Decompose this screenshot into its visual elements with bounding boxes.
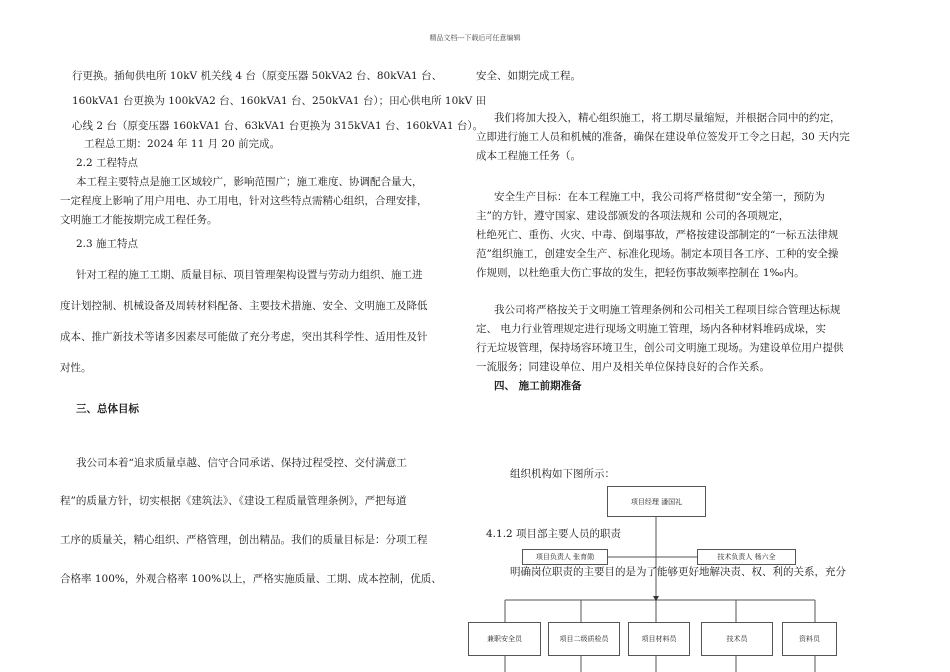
section-heading: 2.2 工程特点 [76,157,139,169]
body-line: 工序的质量关，精心组织、严格管理，创出精品。我们的质量目标是：分项工程 [60,534,428,546]
section-heading: 2.3 施工特点 [76,238,139,250]
body-line: 安全、如期完成工程。 [476,70,581,82]
org-box-tech-lead: 技术负责人 杨六全 [697,549,796,565]
org-box-technician: 技术员 [701,622,773,656]
section-heading: 4.1.2 项目部主要人员的职责 [486,528,622,540]
body-line: 行无垃圾管理，保持场容环境卫生，创公司文明施工现场。为建设单位用户提供 [476,342,844,354]
body-line: 一流服务；同建设单位、用户及相关单位保持良好的合作关系。 [476,361,770,373]
body-line: 对性。 [60,362,92,374]
body-line: 心线 2 台（原变压器 160kVA1 台、63kVA1 台更换为 315kVA1 台、160kVA1 台）。 [72,120,484,132]
body-line: 我们将加大投入，精心组织施工，将工期尽量缩短，并根据合同中的约定， [494,112,841,124]
body-line: 本工程主要特点是施工区域较广，影响范围广；施工难度、协调配合量大， [76,176,423,188]
body-line: 160kVA1 台更换为 100kVA2 台、160kVA1 台、250kVA1 台）；田心供电所 10kV 田 [72,95,487,107]
body-line: 立即进行施工人员和机械的准备，确保在建设单位签发开工令之日起，30 天内完 [476,131,850,143]
body-line: 主”的方针，遵守国家、建设部颁发的各项法规和 公司的各项规定， [476,210,790,222]
body-line: 针对工程的施工工期、质量目标、项目管理架构设置与劳动力组织、施工进 [76,269,423,281]
org-box-project-manager: 项目经理 潘国礼 [607,486,706,517]
body-line: 安全生产目标：在本工程施工中，我公司将严格贯彻“安全第一，预防为 [494,191,825,203]
body-line: 程”的质量方针，切实根据《建筑法》、《建设工程质量管理条例》，严把每道 [60,495,407,507]
page-header: 精品文档---下载后可任意编辑 [429,34,521,42]
body-line: 明确岗位职责的主要目的是为了能够更好地解决责、权、利的关系，充分 [510,566,846,578]
org-box-project-lead: 项目负责人 张育勋 [522,549,608,565]
body-line: 一定程度上影响了用户用电、办工用电，针对这些特点需精心组织，合理安排， [60,195,428,207]
body-line: 行更换。插甸供电所 10kV 机关线 4 台（原变压器 50kVA2 台、80kVA1 台、 [72,70,443,82]
body-line: 成本工程施工任务（。 [476,150,581,162]
org-box-quality-inspector: 项目二级质检员 [548,622,620,656]
section-heading: 四、 施工前期准备 [494,380,582,392]
body-line: 度计划控制、机械设备及周转材料配备、主要技术措施、安全、文明施工及降低 [60,300,428,312]
body-line: 杜绝死亡、重伤、火灾、中毒、倒塌事故，严格按建设部制定的“一标五法律规 [476,229,839,241]
body-line: 文明施工才能按期完成工程任务。 [60,214,218,226]
body-line: 范”组织施工，创建安全生产、标准化现场。制定本项目各工序、工种的安全操 [476,248,839,260]
body-line: 工程总工期：2024 年 11 月 20 前完成。 [84,138,281,150]
body-line: 成本、推广新技术等诸多因素尽可能做了充分考虑，突出其科学性、适用性及针 [60,331,428,343]
body-line: 组织机构如下图所示： [510,468,615,480]
org-box-safety-officer: 兼职安全员 [468,622,541,656]
org-box-material-officer: 项目材料员 [628,622,690,656]
section-heading: 三、总体目标 [76,403,139,415]
org-box-document-clerk: 资料员 [782,622,837,656]
body-line: 作规则，以杜绝重大伤亡事故的发生，把轻伤事故频率控制在 1‰内。 [476,267,805,279]
body-line: 我公司将严格按关于文明施工管理条例和公司相关工程项目综合管理达标规 [494,304,841,316]
body-line: 合格率 100%，外观合格率 100%以上，严格实施质量、工期、成本控制，优质、 [60,573,442,585]
body-line: 我公司本着“追求质量卓越、信守合同承诺、保持过程受控、交付满意工 [76,457,407,469]
body-line: 定、 电力行业管理规定进行现场文明施工管理，场内各种材料堆码成垛，实 [476,323,826,335]
